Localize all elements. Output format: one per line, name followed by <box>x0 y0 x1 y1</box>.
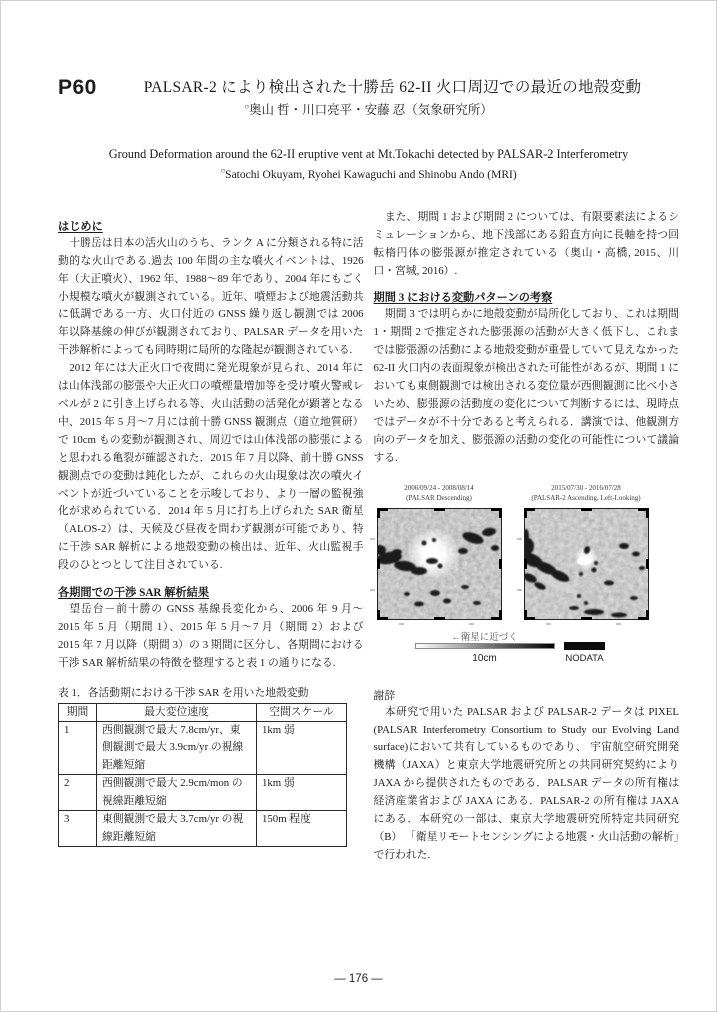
fem-paragraph: また、期間 1 および期間 2 については、有限要素法によるシミュレーションから、地下浅部にある鉛直方向に長軸を持つ回転楕円体の膨張源が推定されている（奥山・高橋, 2015、川口・宮城, 2016）. <box>373 210 679 277</box>
figure-legend <box>374 629 680 675</box>
table1-cell-period: 1 <box>59 722 97 775</box>
footer-page-number: — 176 — <box>334 973 383 985</box>
fig-panel-right <box>524 483 649 620</box>
table1-row <box>59 775 347 811</box>
table1 <box>58 703 347 847</box>
axis-tick-mark <box>399 623 404 625</box>
table1-cell-maxrate: 西側観測で最大 2.9cm/mon の視線距離短縮 <box>97 775 257 811</box>
nodata-label: NODATA <box>565 652 604 664</box>
insar-paragraph: 望岳台－前十勝の GNSS 基線長変化から、2006 年 9 月～2015 年 5 月（期間 1）、2015 年 5 月～7 月（期間 2）および 2015 年 7 月以降（期間 3）の 3 期間に区分し、各期間における干渉 SAR 解析結果の特徴を整理すると表 1 の通りになる. <box>58 603 364 669</box>
axis-tick-mark <box>370 538 375 540</box>
section-heading-intro: はじめに <box>58 220 103 233</box>
table1-header-maxrate: 最大変位速度 <box>97 703 257 721</box>
axis-tick-mark <box>517 538 522 540</box>
header <box>58 75 679 181</box>
table1-cell-scale: 1km 弱 <box>257 722 347 775</box>
presenter-mark: ○ <box>244 101 250 111</box>
figure-interferograms <box>374 483 680 675</box>
section-heading-insar: 各期間での干渉 SAR 解析結果 <box>58 587 210 600</box>
ack-paragraph: 本研究で用いた PALSAR および PALSAR-2 データは PIXEL (PALSAR Interferometry Consortium to Study our Evolving Land surface)において共有しているものであり、 宇宙航空研究開発機構（JAXA）と東京大学地震研究所との共同研究契約により JAXA から提供されたものである．PALSAR データの所有権は経済産業省および JAXA にある．PALSAR-2 の所有権は JAXA にある．本研究の一部は、東京大学地震研究所特定共同研究（B） 「衛星リモートセンシングによる地震・火山活動の解析」で行われた. <box>373 705 679 861</box>
table1-cell-scale: 150m 程度 <box>257 811 347 847</box>
axis-tick-mark <box>469 623 474 625</box>
authors-jp <box>58 100 679 118</box>
section-heading-period3: 期間 3 における変動パターンの考察 <box>373 292 553 305</box>
section-heading-ack: 謝辞 <box>373 689 396 702</box>
table1-header-scale: 空間スケール <box>257 703 347 721</box>
fig-panel-left <box>377 483 502 620</box>
fig-caption-left <box>377 483 502 505</box>
colorbar-gradient <box>415 643 555 649</box>
table1-caption: 表 1．各活動期における干渉 SAR を用いた地殻変動 <box>58 686 309 699</box>
authors-jp-text: 奥山 哲・川口亮平・安藤 忍（気象研究所） <box>249 103 493 117</box>
fig-caption-right-sensor: (PALSAR-2 Ascending, Left-Looking) <box>531 493 641 502</box>
table1-cell-maxrate: 西側観測で最大 7.8cm/yr、東側観測で最大 3.9cm/yr の視線距離短縮 <box>97 722 257 775</box>
colorbar-direction-label: ←衛星に近づく <box>451 632 518 643</box>
intro-paragraph-1: 十勝岳は日本の活火山のうち、ランク A に分類される特に活動的な火山である.過去 100 年間の主な噴火イベントは、1926 年（大正噴火）、1962 年、1988～89 年であり、2004 年にもごく小規模な噴火が観測されている。近年、噴煙および地震活動共に低調である一方、火口付近の GNSS 繰り返し観測では 2006 年以降基線の伸びが観測されており、PALSAR データを用いた干渉解析によっても同時期に局所的な隆起が観測されている. <box>58 236 364 357</box>
intro-paragraph-2: 2012 年には大正火口で夜間に発光現象が見られ、2014 年には山体浅部の膨張や大正火口の噴煙量増加等を受け噴火警戒レベルが 2 に引き上げられる等、火山活動の活発化が顕著となる中、2015 年 5 月～7 月には前十勝 GNSS 観測点（道立地質研）で 10cm もの変動が観測され、周辺では山体浅部の膨張によると思われる亀裂が確認された．2015 年 7 月以降、前十勝 GNSS 観測点での変動は鈍化したが、これらの火山現象は次の噴火イベントが近づいていることを示唆しており、より一層の監視強化が求められている．2014 年 5 月に打ち上げられた SAR 衛星（ALOS-2）は、天候及び昼夜を問わず観測が可能であり、特に干渉 SAR 解析による地殻変動の検出は、近年、火山監視手段のひとつとして注目されている. <box>58 362 364 572</box>
axis-tick-mark <box>370 589 375 591</box>
column-left <box>58 209 364 865</box>
paper-title-en: Ground Deformation around the 62-II eruptive vent at Mt.Tokachi detected by PALSAR-2 Interferometry <box>108 147 629 161</box>
fig-caption-right-dates: 2015/07/30 - 2016/07/28 <box>551 483 621 492</box>
column-right <box>374 209 680 865</box>
interferogram-image-left <box>377 508 502 620</box>
interferogram-image-right <box>524 508 649 620</box>
period3-paragraph: 期間 3 では明らかに地殻変動が局所化しており、これは期間 1・期間 2 で推定された膨張源の活動が大きく低下し、これまでは膨張源の活動による地殻変動が重畳していて見えなかった 62-II 火口内の表面現象が検出された可能性があるが、期間 1 においても東側観測では検出される変位量が西側観測に比べ小さいため、膨張源の活動度の変化について判断するには、現時点ではデータが不十分であると考えられる．講演では、他観測方向のデータを加え、膨張源の活動の変化の可能性について議論する. <box>373 308 679 464</box>
table1-cell-period: 2 <box>59 775 97 811</box>
fig-caption-left-sensor: (PALSAR Descending) <box>406 493 472 502</box>
authors-en <box>58 166 679 181</box>
fig-caption-right <box>524 483 649 505</box>
paper-number: P60 <box>58 76 97 99</box>
table1-row <box>59 811 347 847</box>
table1-row <box>59 722 347 775</box>
table1-cell-period: 3 <box>59 811 97 847</box>
colorbar-scale-label: 10cm <box>472 652 497 664</box>
table1-cell-scale: 1km 弱 <box>257 775 347 811</box>
presenter-mark-en: ○ <box>220 166 226 175</box>
fig-caption-left-dates: 2006/09/24 - 2008/08/14 <box>404 483 474 492</box>
axis-tick-mark <box>616 623 621 625</box>
table1-header-period: 期間 <box>59 703 97 721</box>
table1-cell-maxrate: 東側観測で最大 3.7cm/yr の視線距離短縮 <box>97 811 257 847</box>
table1-header-row <box>59 703 347 721</box>
axis-tick-mark <box>517 589 522 591</box>
authors-en-text: Satochi Okuyam, Ryohei Kawaguchi and Shinobu Ando (MRI) <box>225 168 517 181</box>
paper-title-jp: PALSAR-2 により検出された十勝岳 62-II 火口周辺での最近の地殻変動 <box>143 79 642 96</box>
axis-tick-mark <box>546 623 551 625</box>
nodata-swatch <box>564 642 605 650</box>
